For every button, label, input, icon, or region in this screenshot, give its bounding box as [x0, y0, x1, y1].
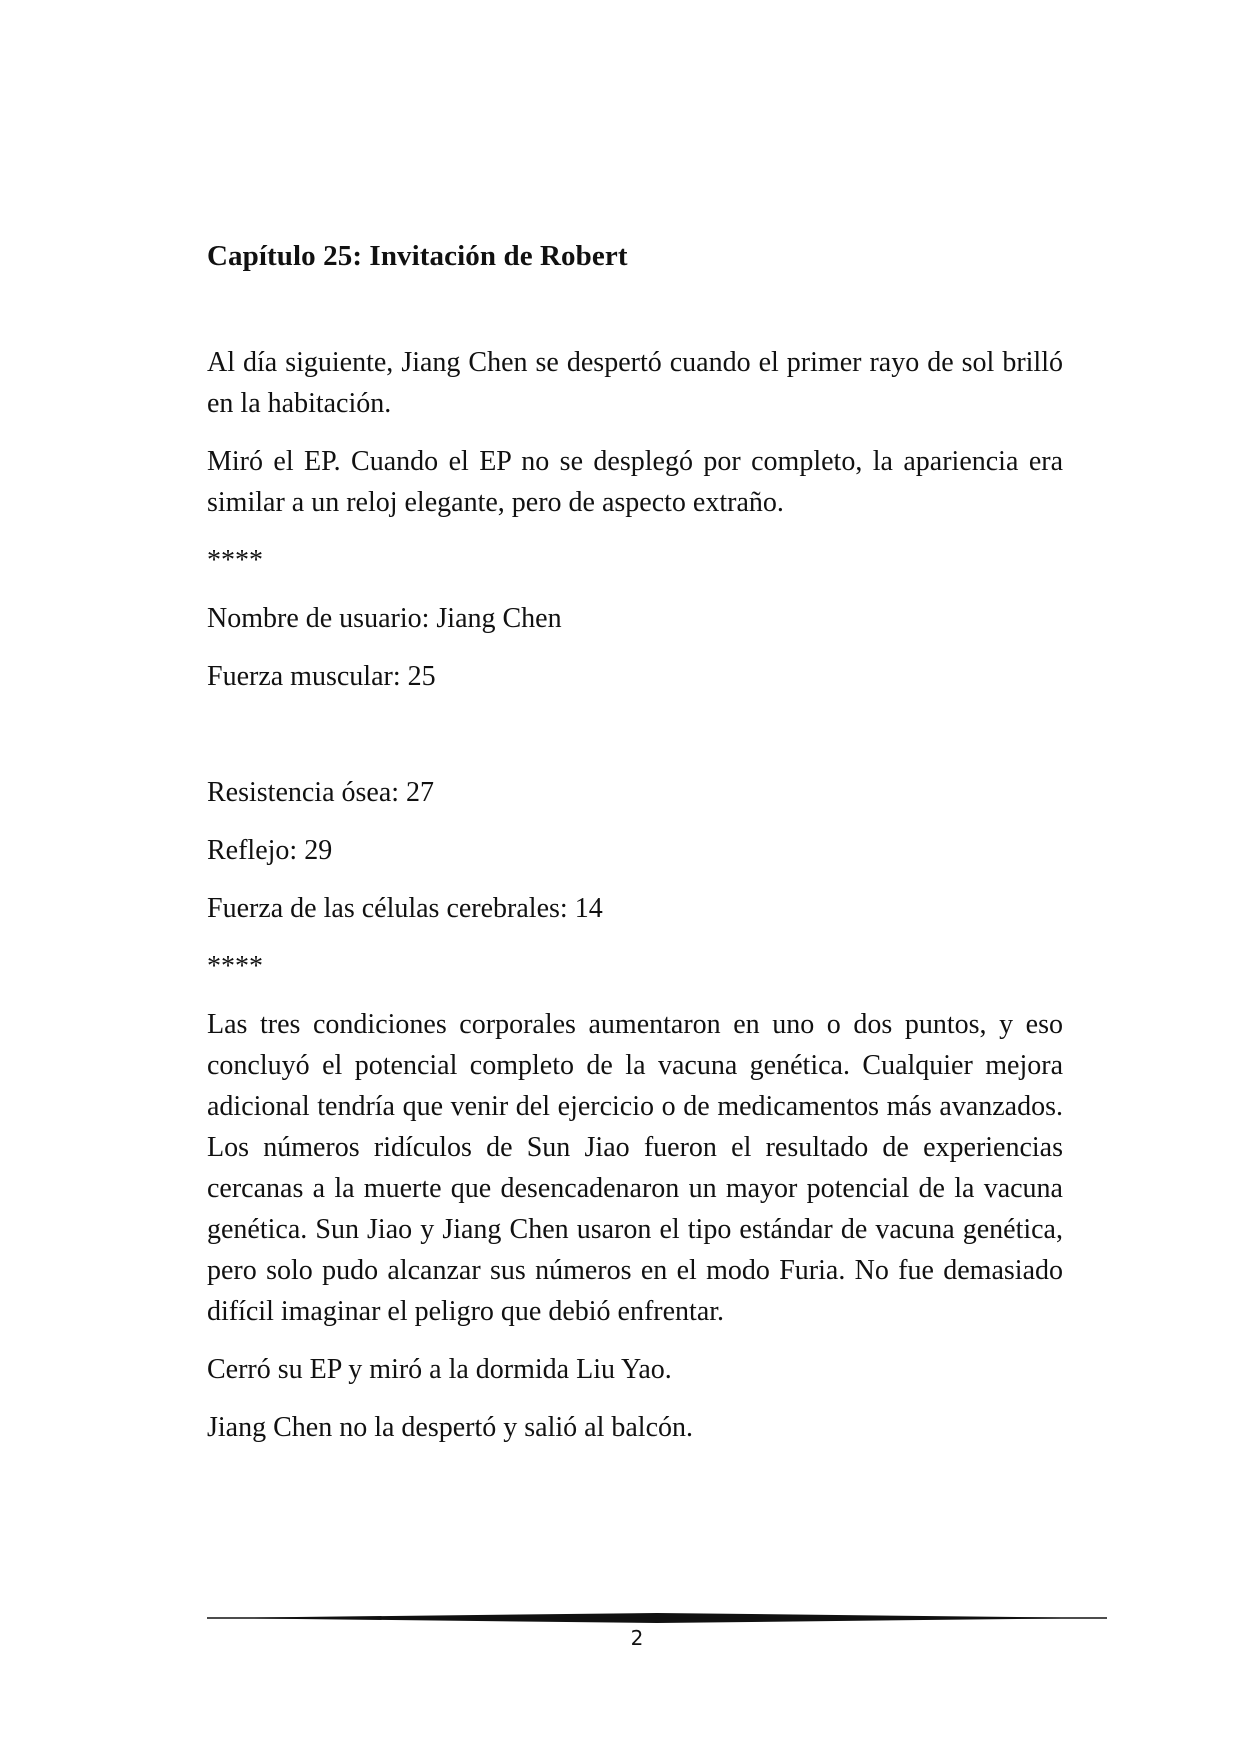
section-separator: **** [207, 545, 263, 576]
paragraph: Las tres condiciones corporales aumentaron en uno o dos puntos, y eso concluyó el potencial completo de la vacuna genética. Cualquier mejora adicional tendría que venir del ejercicio o de medicamentos más avanzados. Los números ridículos de Sun Jiao fueron el resultado de experiencias cercanas a la muerte que desencadenaron un mayor potencial de la vacuna genética. Sun Jiao y Jiang Chen usaron el tipo estándar de vacuna genética, pero solo pudo alcanzar sus números en el modo Furia. No fue demasiado difícil imaginar el peligro que debió enfrentar. [207, 1009, 1063, 1327]
paragraph: Miró el EP. Cuando el EP no se desplegó por completo, la apariencia era similar a un reloj elegante, pero de aspecto extraño. [207, 446, 1063, 518]
stat-muscle-strength: Fuerza muscular: 25 [207, 661, 436, 692]
footer-divider [207, 1612, 1107, 1624]
chapter-title: Capítulo 25: Invitación de Robert [207, 240, 628, 272]
paragraph: Al día siguiente, Jiang Chen se despertó cuando el primer rayo de sol brilló en la habitación. [207, 347, 1063, 419]
paragraph: Jiang Chen no la despertó y salió al balcón. [207, 1412, 693, 1443]
section-separator: **** [207, 951, 263, 982]
page-body [207, 236, 1063, 1465]
stat-bone-resistance: Resistencia ósea: 27 [207, 777, 435, 808]
paragraph: Cerró su EP y miró a la dormida Liu Yao. [207, 1354, 672, 1385]
stat-username: Nombre de usuario: Jiang Chen [207, 603, 562, 634]
stat-brain-cell-strength: Fuerza de las células cerebrales: 14 [207, 893, 603, 924]
stat-reflex: Reflejo: 29 [207, 835, 333, 866]
page-number: 2 [630, 1626, 644, 1650]
blank-space [207, 714, 1063, 772]
